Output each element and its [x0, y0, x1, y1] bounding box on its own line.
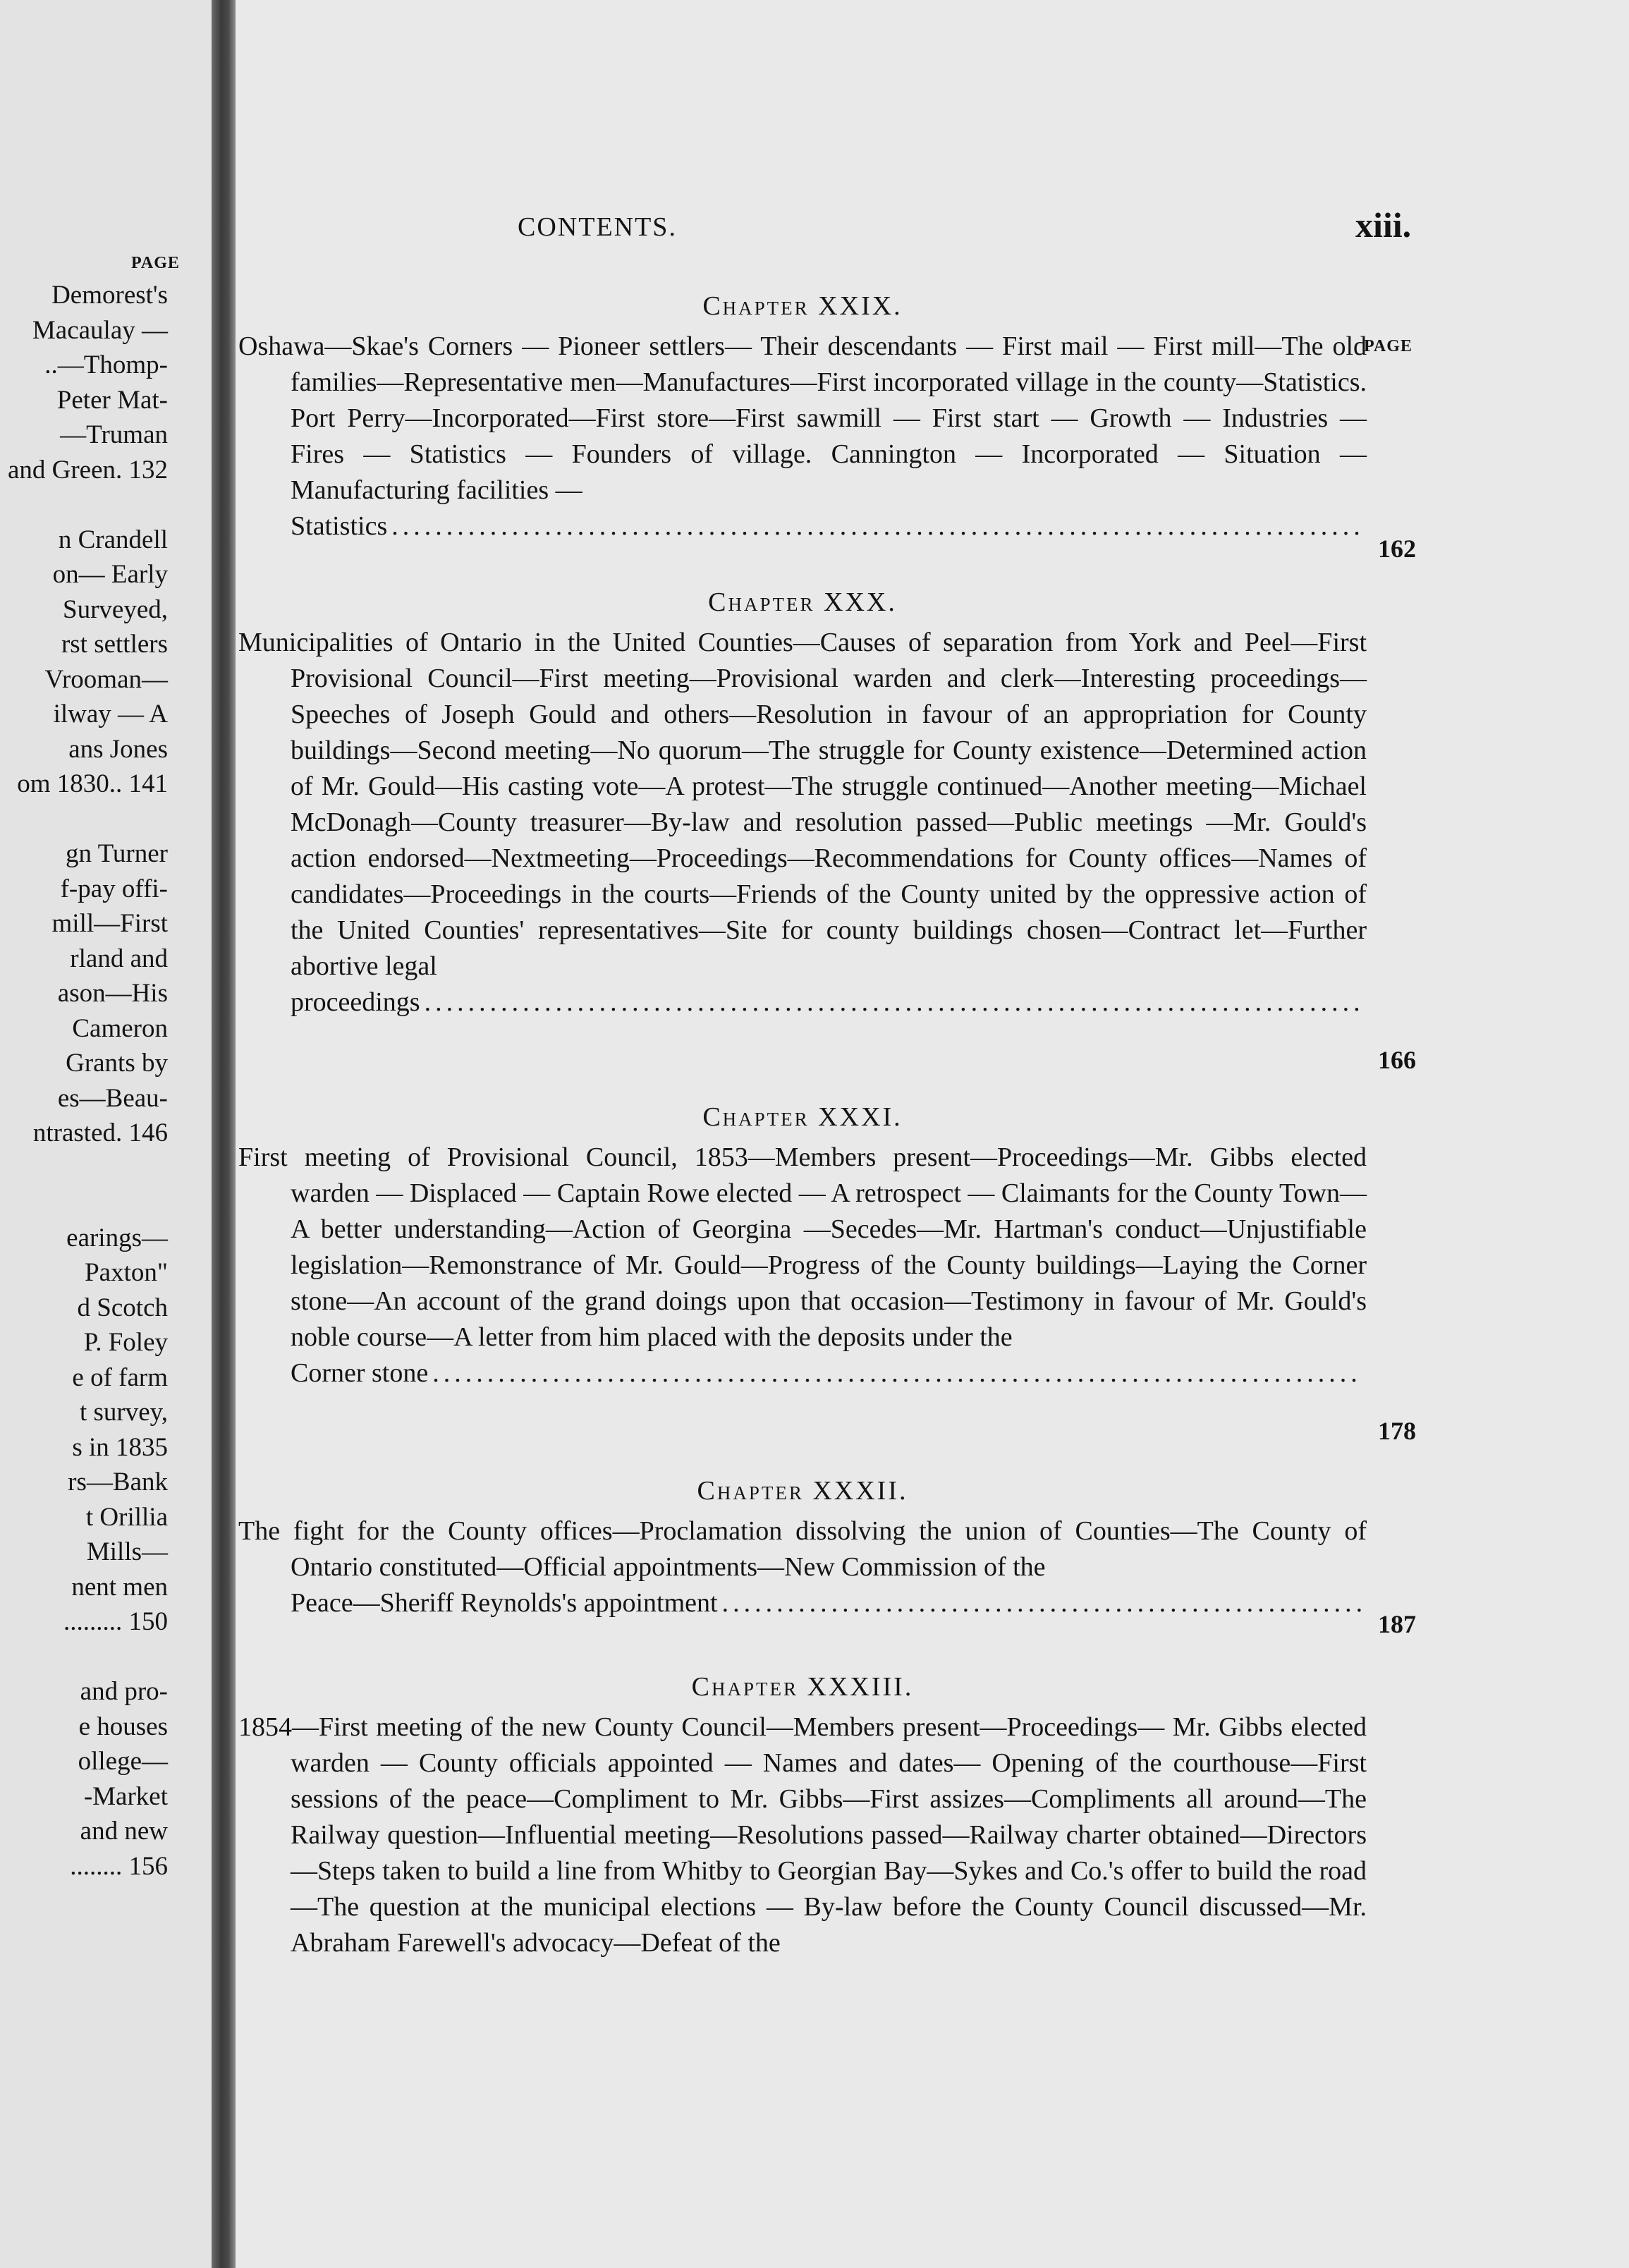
chapter-page-ref: 187 [1378, 1610, 1416, 1638]
left-page-line: es—Beau- [57, 1083, 168, 1113]
left-page-line: f-pay offi- [60, 874, 168, 903]
dot-leader [722, 1585, 1362, 1621]
left-page-line: P. Foley [83, 1328, 168, 1357]
left-page-line: Surveyed, [63, 595, 168, 624]
chapter-summary: The fight for the County offices—Proclamation dissolving the union of Counties—The County of Ontario constituted—Official appointments—New Commission of the [238, 1516, 1367, 1582]
chapter-xxxi [238, 1102, 1416, 1445]
chapter-summary: Oshawa—Skae's Corners — Pioneer settlers— Their descendants — First mail — First mill—The old families—Representative men—Manufactures—First incorporated village in the county—Statistics. Port Perry—Incorporated—First store—First sawmill — First start — Growth — Industries — Fires — Statistics — Founders of village. Cannington — Incorporated — Situation — Manufacturing facilities — [238, 331, 1367, 505]
left-page-line: on— Early [52, 560, 168, 589]
left-page-line: ilway — A [53, 700, 168, 728]
dot-leader [425, 984, 1362, 1020]
dot-leader [391, 508, 1362, 544]
chapter-xxxiii [238, 1671, 1367, 1961]
left-page-line: gn Turner [66, 839, 168, 868]
left-page-line: —Truman [60, 420, 168, 449]
left-page-line: Cameron [72, 1013, 168, 1043]
left-page-line: Grants by [66, 1049, 168, 1078]
chapter-title: Chapter XXIX. [702, 291, 903, 321]
left-page-line: Demorest's [51, 281, 168, 310]
left-page-line: Paxton" [85, 1258, 168, 1287]
leader-text: Corner stone [291, 1358, 429, 1388]
left-page-line: ollege— [78, 1747, 168, 1776]
chapter-summary: First meeting of Provisional Council, 1853—Members present—Proceedings—Mr. Gibbs elected warden — Displaced — Captain Rowe elected — A retrospect — Claimants for the County Town—A better understanding—Action of Georgina —Secedes—Mr. Hartman's conduct—Unjustifiable legislation—Remonstrance of Mr. Gould—Progress of the County buildings—Laying the Corner stone—An account of the grand doings upon that occasion—Testimony in favour of Mr. Gould's noble course—A letter from him placed with the deposits under the [238, 1142, 1367, 1352]
leader-text: Statistics [291, 511, 388, 541]
page-number: xiii. [1355, 205, 1412, 245]
left-page-line: e houses [78, 1712, 168, 1741]
chapter-xxx [238, 587, 1416, 1074]
chapter-page-ref: 166 [1378, 1046, 1416, 1074]
left-page-line: and new [80, 1817, 168, 1846]
left-page-line: rland and [70, 944, 168, 973]
left-page-line: s in 1835 [72, 1432, 168, 1462]
chapter-title: Chapter XXXI. [702, 1102, 903, 1132]
left-page-line: and pro- [80, 1677, 168, 1706]
left-page-line: Vrooman— [44, 664, 168, 694]
left-page-line: Peter Mat- [56, 385, 168, 415]
left-page-line: d Scotch [77, 1293, 168, 1322]
chapter-summary: 1854—First meeting of the new County Council—Members present—Proceedings— Mr. Gibbs elected warden — County officials appointed — Names and dates— Opening of the courthouse—First sessions of the peace—Compliment to Mr. Gibbs—First assizes—Compliments all around—The Railway question—Influential meeting—Resolutions passed—Railway charter obtained—Directors—Steps taken to build a line from Whitby to Georgian Bay—Sykes and Co.'s offer to build the road—The question at the municipal elections — By-law before the County Council discussed—Mr. Abraham Farewell's advocacy—Defeat of the [238, 1712, 1367, 1958]
left-page-line: n Crandell [58, 525, 168, 554]
left-page-label: PAGE [131, 254, 180, 272]
left-page-line: t Orillia [85, 1502, 168, 1532]
left-page-line: Mills— [86, 1537, 168, 1566]
left-page-line: and Green. 132 [7, 455, 168, 484]
left-facing-page [0, 0, 212, 2268]
left-page-line: ason—His [57, 979, 168, 1008]
chapter-summary: Municipalities of Ontario in the United Counties—Causes of separation from York and Peel—First Provisional Council—First meeting—Provisional warden and clerk—Interesting proceedings—Speeches of Joseph Gould and others—Resolution in favour of an appropriation for County buildings—Second meeting—No quorum—The struggle for County existence—Determined action of Mr. Gould—His casting vote—A protest—The struggle continued—Another meeting—Michael McDonagh—County treasurer—By-law and resolution passed—Public meetings —Mr. Gould's action endorsed—Nextmeeting—Proceedings—Recommendations for County offices—Names of candidates—Proceedings in the courts—Friends of the County united by the oppressive action of the United Counties' representatives—Site for county buildings chosen—Contract let—Further abortive legal [238, 628, 1367, 981]
leader-line [238, 1585, 1367, 1621]
left-page-line: ........ 156 [70, 1851, 168, 1881]
left-page-line: earings— [66, 1223, 168, 1252]
chapter-xxxii [238, 1475, 1416, 1638]
left-page-line: om 1830.. 141 [17, 769, 168, 798]
page-column-label: PAGE [1364, 337, 1413, 355]
left-page-line: e of farm [72, 1362, 168, 1392]
book-gutter [212, 0, 236, 2268]
left-page-line: Macaulay — [32, 315, 168, 345]
leader-line [238, 984, 1367, 1020]
leader-text: proceedings [291, 987, 420, 1017]
left-page-line: rs—Bank [68, 1468, 168, 1496]
chapter-page-ref: 162 [1378, 535, 1416, 563]
chapter-title: Chapter XXXII. [697, 1476, 908, 1506]
leader-line [238, 1355, 1367, 1391]
dot-leader [432, 1355, 1362, 1391]
left-page-line: nent men [71, 1572, 168, 1602]
leader-line [238, 508, 1367, 544]
left-page-line: -Market [83, 1781, 168, 1811]
chapter-page-ref: 178 [1378, 1417, 1416, 1445]
left-page-line: mill—First [51, 909, 168, 938]
leader-text: Peace—Sheriff Reynolds's appointment [291, 1588, 718, 1618]
left-page-line: ..—Thomp- [44, 350, 168, 379]
chapter-title: Chapter XXX. [708, 587, 897, 617]
left-page-line: rst settlers [61, 630, 168, 659]
left-page-line: ans Jones [68, 734, 168, 764]
running-header: CONTENTS. [518, 212, 677, 242]
left-page-line: t survey, [79, 1398, 168, 1427]
left-page-line: ntrasted. 146 [32, 1118, 168, 1147]
left-page-line: ......... 150 [63, 1607, 168, 1636]
chapter-title: Chapter XXXIII. [691, 1672, 914, 1702]
